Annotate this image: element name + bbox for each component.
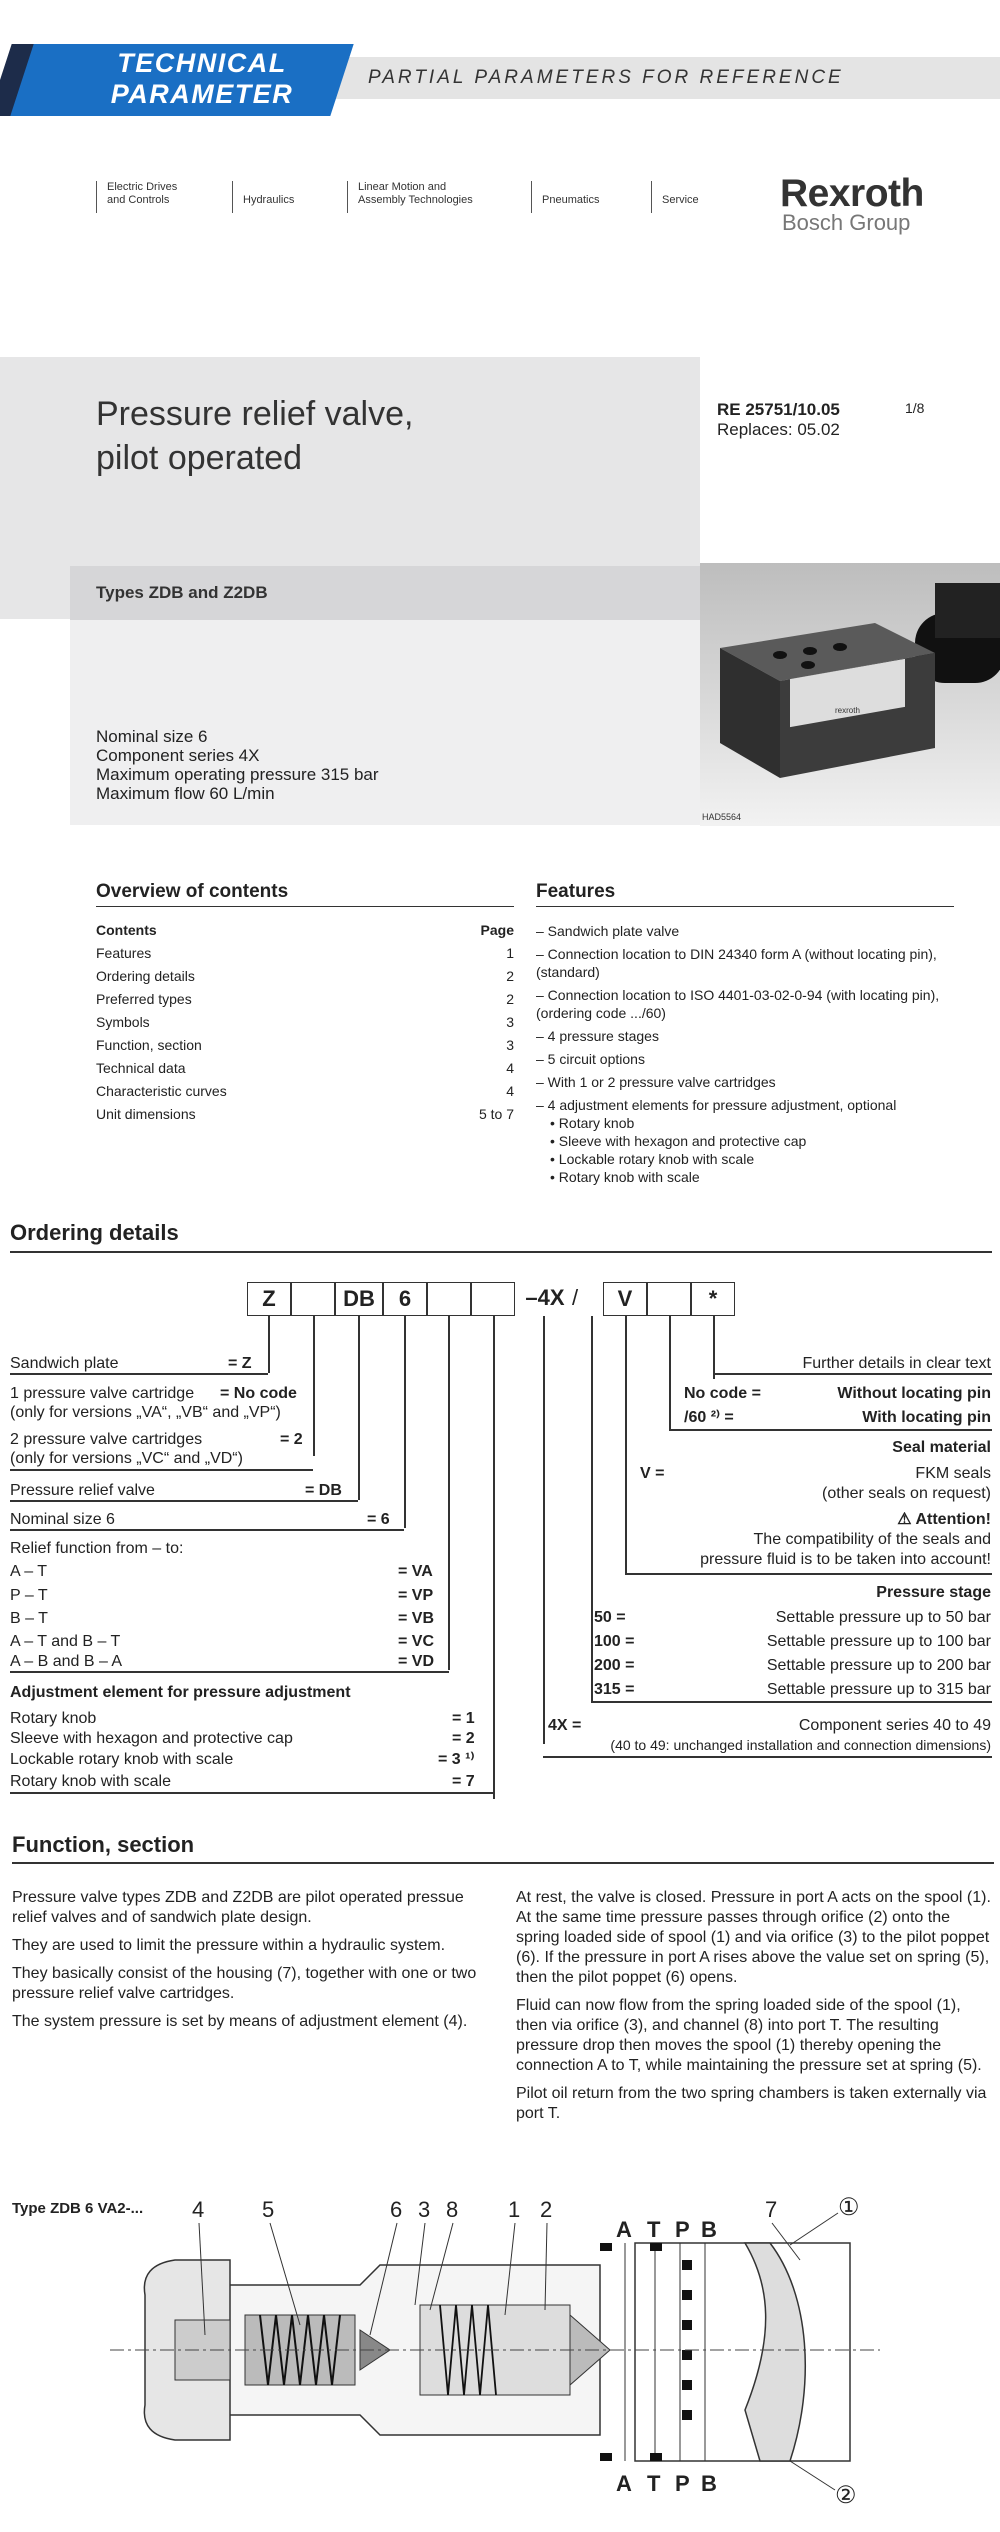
- attention-text: Attention!: [915, 1511, 991, 1528]
- one-cartridge-code: = No code: [220, 1385, 297, 1402]
- overview-title: Overview of contents: [96, 881, 289, 902]
- ordering-rule: [10, 1251, 992, 1253]
- function-paragraph: The system pressure is set by means of adjustment element (4).: [12, 2013, 468, 2030]
- relief-function-label: A – T: [10, 1563, 48, 1580]
- sixty-code: /60 ²⁾ =: [684, 1409, 734, 1426]
- nameplate-brand: rexroth: [835, 706, 860, 715]
- banner-title: [72, 48, 332, 110]
- toc-label: Unit dimensions: [96, 1106, 196, 1122]
- function-paragraph: Pilot oil return from the two spring chambers is taken externally via port T.: [516, 2085, 987, 2122]
- nocode-text: Without locating pin: [837, 1385, 991, 1402]
- nav-item-pneumatics[interactable]: [531, 181, 599, 213]
- feature-item: – 4 adjustment elements for pressure adjustment, optional: [536, 1097, 897, 1113]
- adjustment-label: Rotary knob: [10, 1710, 97, 1727]
- feature-item: – Connection location to DIN 24340 form A (without locating pin), (standard): [536, 946, 937, 980]
- sandwich-code: = Z: [228, 1355, 252, 1372]
- features-rule: [536, 906, 954, 907]
- port-labels-top: [616, 2217, 717, 2242]
- relief-function-label: A – T and B – T: [10, 1633, 121, 1650]
- relief-function-label: B – T: [10, 1610, 48, 1627]
- row-rule: [10, 1792, 494, 1794]
- stage-code: 315 =: [594, 1681, 635, 1698]
- function-paragraph: Pressure valve types ZDB and Z2DB are pilot operated pressue relief valves and of sandwich plate design.: [12, 1889, 464, 1926]
- code-box-blank: [427, 1282, 471, 1316]
- relief-function-heading: Relief function from – to:: [10, 1540, 184, 1557]
- connector-line: [268, 1316, 270, 1373]
- features-list: [536, 922, 956, 1186]
- overview-table: [96, 922, 514, 1129]
- toc-label: Characteristic curves: [96, 1083, 227, 1099]
- row-rule: [591, 1701, 992, 1703]
- port-a-top: A: [616, 2217, 632, 2242]
- banner-title-line2: PARAMETER: [110, 79, 294, 109]
- relief-function-code: = VP: [398, 1587, 434, 1604]
- replaces-text: Replaces: 05.02: [717, 420, 840, 439]
- adjustment-label: Lockable rotary knob with scale: [10, 1751, 234, 1768]
- bosch-group-logo: Bosch Group: [782, 210, 911, 235]
- series-code: 4X =: [548, 1717, 582, 1734]
- toc-page: 4: [506, 1083, 514, 1099]
- function-paragraph: At rest, the valve is closed. Pressure in port A acts on the spool (1). At the same time pressure passes through orifice (2) onto the spring loaded side of spool (1) and via orifice (3) to the pilot poppet (6). If the pressure in port A rises above the value set on spring (5), then the pilot poppet (6) opens.: [516, 1889, 991, 1986]
- adjustment-code: = 2: [452, 1730, 475, 1747]
- page-column-header: Page: [480, 922, 514, 938]
- callout-8: 8: [446, 2197, 459, 2222]
- table-row[interactable]: [96, 991, 514, 1014]
- callout-1: 1: [508, 2197, 521, 2222]
- connector-line: [543, 1316, 545, 1744]
- toc-page: 4: [506, 1060, 514, 1076]
- housing-7: [635, 2243, 850, 2461]
- adjustment-label: Rotary knob with scale: [10, 1773, 171, 1790]
- rexroth-logo: Rexroth: [780, 172, 924, 215]
- port-t-bottom: T: [647, 2471, 661, 2496]
- function-rule: [12, 1862, 994, 1864]
- code-box-slash: /: [571, 1285, 579, 1310]
- features-title: Features: [536, 881, 616, 902]
- spec-item: Maximum operating pressure 315 bar: [96, 765, 379, 784]
- port-t-top: T: [647, 2217, 661, 2242]
- stage-text: Settable pressure up to 315 bar: [766, 1681, 991, 1698]
- toc-label: Function, section: [96, 1037, 202, 1053]
- adjustment-label: Sleeve with hexagon and protective cap: [10, 1730, 293, 1747]
- callout-5: 5: [262, 2197, 275, 2222]
- row-rule: [713, 1373, 992, 1375]
- photo-code: HAD5564: [702, 812, 742, 822]
- one-cartridge-label: 1 pressure valve cartridge: [10, 1385, 195, 1402]
- code-box-asterisk: *: [691, 1282, 735, 1316]
- function-left-column: [12, 1888, 482, 2040]
- circled-2: ②: [835, 2482, 857, 2509]
- stage-code: 100 =: [594, 1633, 635, 1650]
- two-cartridge-note: (only for versions „VC“ and „VD“): [10, 1450, 243, 1467]
- nav-item-label: Pneumatics: [542, 194, 600, 206]
- ordering-title: Ordering details: [10, 1220, 179, 1245]
- compat-line1: The compatibility of the seals and: [753, 1531, 991, 1548]
- connector-line: [493, 1316, 495, 1799]
- feature-item: – With 1 or 2 pressure valve cartridges: [536, 1074, 776, 1090]
- feature-item: – Sandwich plate valve: [536, 923, 680, 939]
- code-box-6: 6: [383, 1282, 427, 1316]
- document-number: [717, 400, 840, 440]
- diagram-type-label: Type ZDB 6 VA2-...: [12, 2200, 144, 2217]
- two-cartridge-label: 2 pressure valve cartridges: [10, 1431, 203, 1448]
- nav-item-label: Electric Drives: [107, 181, 178, 193]
- page-number: 1/8: [905, 400, 925, 416]
- code-box-db: DB: [335, 1282, 383, 1316]
- function-right-column: [516, 1888, 996, 2132]
- page-title-line2: pilot operated: [96, 439, 303, 477]
- port-p-bottom: P: [675, 2471, 690, 2496]
- contents-column-header: Contents: [96, 922, 157, 938]
- row-rule: [625, 1573, 992, 1575]
- code-box-blank: [647, 1282, 691, 1316]
- relief-function-code: = VA: [398, 1563, 433, 1580]
- series-text: Component series 40 to 49: [798, 1717, 991, 1734]
- feature-subitem: • Sleeve with hexagon and protective cap: [550, 1133, 807, 1149]
- adjustment-heading: Adjustment element for pressure adjustment: [10, 1684, 351, 1701]
- table-row[interactable]: [96, 1106, 514, 1129]
- feature-item: – Connection location to ISO 4401-03-02-0-94 (with locating pin), (ordering code .../60): [536, 987, 940, 1021]
- row-rule: [669, 1429, 992, 1431]
- stage-text: Settable pressure up to 50 bar: [775, 1609, 991, 1626]
- callout-4: 4: [192, 2197, 205, 2222]
- nav-item-label: Service: [662, 194, 699, 206]
- adjustment-code: = 3 ¹⁾: [438, 1751, 475, 1768]
- nav-item-electric-drives[interactable]: [96, 181, 177, 213]
- further-details: Further details in clear text: [802, 1355, 991, 1372]
- spec-item: Nominal size 6: [96, 727, 208, 746]
- nav-item-label: Hydraulics: [243, 194, 295, 206]
- code-box-4x: –4X: [525, 1285, 565, 1310]
- function-paragraph: Fluid can now flow from the spring loaded side of the spool (1), then via orifice (3), and channel (8) into port T. The resulting pressure drop then moves the spool (1) thereby opening the connection A to T, while maintaining the pressure set at spring (5).: [516, 1997, 982, 2074]
- toc-page: 2: [506, 991, 514, 1007]
- adjustment-code: = 1: [452, 1710, 475, 1727]
- port-labels-bottom: [616, 2471, 717, 2496]
- nominal-label: Nominal size 6: [10, 1511, 115, 1528]
- section-drawing: [0, 2185, 1000, 2532]
- toc-label: Technical data: [96, 1060, 186, 1076]
- row-rule: [543, 1756, 992, 1758]
- function-paragraph: They basically consist of the housing (7), together with one or two pressure relief valve cartridges.: [12, 1965, 477, 2002]
- other-seals-text: (other seals on request): [822, 1485, 991, 1502]
- feature-subitem: • Rotary knob with scale: [550, 1169, 700, 1185]
- stage-text: Settable pressure up to 100 bar: [766, 1633, 991, 1650]
- table-row[interactable]: [96, 1060, 514, 1083]
- relief-function-label: P – T: [10, 1587, 48, 1604]
- nav-item-label: and Controls: [107, 194, 170, 206]
- feature-subitem: • Rotary knob: [550, 1115, 635, 1131]
- port-b-bottom: B: [701, 2471, 717, 2496]
- row-rule: [10, 1373, 268, 1375]
- circled-1: ①: [838, 2194, 860, 2221]
- row-rule: [10, 1500, 358, 1502]
- relief-label: Pressure relief valve: [10, 1482, 155, 1499]
- warning-icon: ⚠: [897, 1511, 916, 1528]
- nav-item-linear-motion[interactable]: [347, 181, 473, 213]
- function-title: Function, section: [12, 1832, 195, 1857]
- row-rule: [10, 1529, 404, 1531]
- connector-line: [358, 1316, 360, 1500]
- adjustment-code: = 7: [452, 1773, 475, 1790]
- stage-code: 50 =: [594, 1609, 626, 1626]
- row-rule: [10, 1671, 449, 1673]
- page-title-line1: Pressure relief valve,: [96, 395, 414, 433]
- connector-line: [313, 1316, 315, 1456]
- code-box-z: Z: [247, 1282, 291, 1316]
- table-row[interactable]: [96, 968, 514, 991]
- re-number: RE 25751/10.05: [717, 400, 840, 419]
- toc-page: 2: [506, 968, 514, 984]
- page-title: [96, 392, 413, 480]
- relief-function-code: = VB: [398, 1610, 435, 1627]
- sixty-text: With locating pin: [862, 1409, 991, 1426]
- toc-page: 5 to 7: [478, 1106, 514, 1122]
- nav-item-label: Linear Motion and: [358, 181, 447, 193]
- pressure-stage-heading: Pressure stage: [876, 1584, 991, 1601]
- connector-line: [591, 1316, 593, 1702]
- series-note: (40 to 49: unchanged installation and connection dimensions): [610, 1737, 991, 1753]
- callout-3: 3: [418, 2197, 431, 2222]
- stage-code: 200 =: [594, 1657, 635, 1674]
- nav-item-hydraulics[interactable]: [232, 181, 294, 213]
- banner-title-line1: TECHNICAL: [117, 48, 287, 78]
- code-box-v: V: [603, 1282, 647, 1316]
- feature-item: – 4 pressure stages: [536, 1028, 659, 1044]
- seal-heading: Seal material: [892, 1439, 991, 1456]
- feature-item: – 5 circuit options: [536, 1051, 645, 1067]
- nav-item-label: Assembly Technologies: [358, 194, 473, 206]
- relief-function-label: A – B and B – A: [10, 1653, 123, 1670]
- connector-line: [404, 1316, 406, 1528]
- nominal-code: = 6: [367, 1511, 390, 1528]
- attention-label: [700, 1510, 991, 1529]
- table-row[interactable]: [96, 1037, 514, 1060]
- port-b-top: B: [701, 2217, 717, 2242]
- specs-list: [96, 727, 379, 803]
- table-row[interactable]: [96, 1083, 514, 1106]
- one-cartridge-note: (only for versions „VA“, „VB“ and „VP“): [10, 1404, 281, 1421]
- toc-label: Preferred types: [96, 991, 192, 1007]
- relief-function-code: = VD: [398, 1653, 435, 1670]
- two-cartridge-code: = 2: [280, 1431, 303, 1448]
- compat-line2: pressure fluid is to be taken into account!: [700, 1551, 991, 1568]
- types-heading: Types ZDB and Z2DB: [96, 583, 268, 602]
- toc-page: 3: [506, 1014, 514, 1030]
- table-row[interactable]: [96, 945, 514, 968]
- row-rule: [10, 1469, 313, 1471]
- overview-rule: [96, 906, 514, 907]
- callout-2: 2: [540, 2197, 553, 2222]
- function-paragraph: They are used to limit the pressure within a hydraulic system.: [12, 1937, 446, 1954]
- code-box-blank: [291, 1282, 335, 1316]
- product-photo: [700, 563, 1000, 826]
- port-p-top: P: [675, 2217, 690, 2242]
- nocode-code: No code =: [684, 1385, 761, 1402]
- relief-function-code: = VC: [398, 1633, 435, 1650]
- stage-text: Settable pressure up to 200 bar: [766, 1657, 991, 1674]
- port-a-bottom: A: [616, 2471, 632, 2496]
- relief-code: = DB: [305, 1482, 342, 1499]
- nav-item-service[interactable]: [651, 181, 699, 213]
- spec-item: Component series 4X: [96, 746, 260, 765]
- toc-label: Symbols: [96, 1014, 150, 1030]
- toc-label: Ordering details: [96, 968, 195, 984]
- v-code: V =: [640, 1465, 665, 1482]
- banner-subtitle: PARTIAL PARAMETERS FOR REFERENCE: [368, 67, 844, 88]
- feature-subitem: • Lockable rotary knob with scale: [550, 1151, 755, 1167]
- toc-page: 3: [506, 1037, 514, 1053]
- overview-header-row: [96, 922, 514, 945]
- sandwich-label: Sandwich plate: [10, 1355, 119, 1372]
- table-row[interactable]: [96, 1014, 514, 1037]
- fkm-text: FKM seals: [915, 1465, 991, 1482]
- connector-line: [669, 1316, 671, 1431]
- spec-item: Maximum flow 60 L/min: [96, 784, 275, 803]
- callout-7: 7: [765, 2197, 778, 2222]
- callout-6: 6: [390, 2197, 403, 2222]
- toc-page: 1: [506, 945, 514, 961]
- code-box-blank: [471, 1282, 515, 1316]
- toc-label: Features: [96, 945, 152, 961]
- connector-line: [448, 1316, 450, 1670]
